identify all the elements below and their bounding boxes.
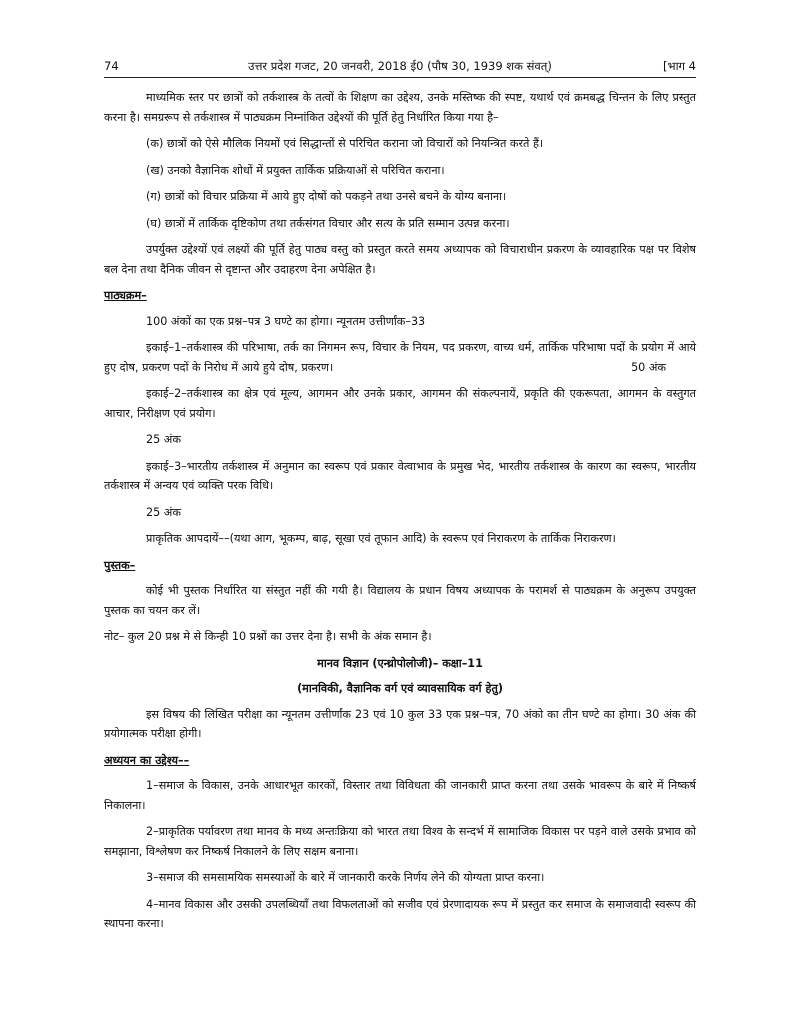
intro-paragraph: माध्यमिक स्तर पर छात्रों को तर्कशास्त्र के तत्वों के शिक्षण का उद्देश्य, उनके मस्तिष्क की स्पष्ट, यथार्थ एवं क्रमबद्ध चिन्तन के लिए प्रस्तुत करना है। समग्ररूप से तर्कशास्त्र में पाठ्यक्रम निम्नांकित उद्देश्यों की पूर्ति हेतु निर्धारित किया गया है– [104, 91, 696, 124]
books-paragraph: कोई भी पुस्तक निर्धारित या संस्तुत नहीं की गयी है। विद्यालय के प्रधान विषय अध्यापक के परामर्श से पाठ्यक्रम के अनुरूप उपयुक्त पुस्तक का चयन कर लें। [104, 584, 696, 617]
study-point: 2–प्राकृतिक पर्यावरण तथा मानव के मध्य अन्तःक्रिया को भारत तथा विश्व के सन्दर्भ में सामाजिक विकास पर पड़ने वाले उसके प्रभाव को समझाना, विश्लेषण कर निष्कर्ष निकालने के लिए सक्षम बनाना। [104, 825, 696, 858]
gazette-title: उत्तर प्रदेश गजट, 20 जनवरी, 2018 ई0 (पौष 30, 1939 शक संवत्) [248, 59, 552, 73]
study-heading: अध्ययन का उद्देश्य–– [104, 753, 190, 767]
objective-item: (क) छात्रों को ऐसे मौलिक नियमों एवं सिद्धान्तों से परिचित कराना जो विचारों को नियन्त्रित करते हैं। [146, 137, 544, 150]
disasters-paragraph: प्राकृतिक आपदायें––(यथा आग, भूकम्प, बाढ़, सूखा एवं तूफान आदि) के स्वरूप एवं निराकरण के तार्किक निराकरण। [146, 532, 616, 545]
anthropology-subtitle: (मानविकी, वैज्ञानिक वर्ग एवं व्यावसायिक वर्ग हेतु) [297, 682, 503, 695]
unit-1 [104, 338, 696, 377]
objective-item: (घ) छात्रों में तार्किक दृष्टिकोण तथा तर्कसंगत विचार और सत्य के प्रति सम्मान उत्पन्न करना। [146, 216, 510, 230]
unit-2: इकाई–2–तर्कशास्त्र का क्षेत्र एवं मूल्य, आगमन और उनके प्रकार, आगमन की संकल्पनायें, प्रकृति की एकरूपता, आगमन के वस्तुगत आचार, निरीक्षण एवं प्रयोग। [104, 387, 696, 420]
header-rule [104, 77, 696, 78]
anthropology-exam: इस विषय की लिखित परीक्षा का न्यूनतम उत्तीर्णांक 23 एवं 10 कुल 33 एक प्रश्न–पत्र, 70 अंको का तीन घण्टे का होगा। 30 अंक की प्रयोगात्मक परीक्षा होगी। [104, 707, 696, 740]
unit-2-marks: 25 अंक [146, 433, 181, 446]
study-point: 1–समाज के विकास, उनके आधारभूत कारकों, विस्तार तथा विविधता की जानकारी प्राप्त करना तथा उसके भावरूप के बारे में निष्कर्ष निकालना। [104, 779, 696, 812]
study-point: 4–मानव विकास और उसकी उपलब्धियाँ तथा विफलताओं को सजीव एवं प्रेरणादायक रूप में प्रस्तुत कर समाज के समाजवादी स्वरूप की स्थापना करना। [104, 897, 696, 930]
paper-info: 100 अंकों का एक प्रश्न–पत्र 3 घण्टे का होगा। न्यूनतम उत्तीर्णांक–33 [146, 314, 426, 328]
page-header [104, 56, 696, 78]
objective-item: (ख) उनको वैज्ञानिक शोधों में प्रयुक्त तार्किक प्रक्रियाओं से परिचित कराना। [146, 163, 445, 177]
teaching-note: उपर्युक्त उद्देश्यों एवं लक्ष्यों की पूर्ति हेतु पाठ्य वस्तु को प्रस्तुत करते समय अध्यापक को विचाराधीन प्रकरण के व्यावहारिक पक्ष पर विशेष बल देना तथा दैनिक जीवन से दृष्टान्त और उदाहरण देना अपेक्षित है। [104, 243, 696, 276]
objective-item: (ग) छात्रों को विचार प्रक्रिया में आये हुए दोषों को पकड़ने तथा उनसे बचने के योग्य बनाना। [146, 190, 507, 203]
part-label: [भाग 4 [663, 59, 696, 73]
page-number: 74 [104, 59, 119, 73]
unit-1-marks: 50 अंक [631, 360, 666, 374]
books-heading: पुस्तक– [104, 558, 136, 572]
unit-3-marks: 25 अंक [146, 505, 181, 519]
study-point: 3–समाज की समसामयिक समस्याओं के बारे में जानकारी करके निर्णय लेने की योग्यता प्राप्त करना। [146, 871, 545, 884]
note-paragraph: नोट– कुल 20 प्रश्न मे से किन्ही 10 प्रश्नों का उत्तर देना है। सभी के अंक समान है। [104, 630, 432, 643]
unit-1-text: इकाई–1–तर्कशास्त्र की परिभाषा, तर्क का निगमन रूप, विचार के नियम, पद प्रकरण, वाच्य धर्म, तार्किक परिभाषा पदों के प्रयोग में आये हुए दोष, प्रकरण पदों के निरोध में आये हुये दोष, प्रकरण। [104, 341, 696, 374]
syllabus-heading: पाठ्यक्रम– [104, 289, 147, 302]
unit-3: इकाई–3–भारतीय तर्कशास्त्र में अनुमान का स्वरूप एवं प्रकार वेत्वाभाव के प्रमुख भेद, भारतीय तर्कशास्त्र के कारण का स्वरूप, भारतीय तर्कशास्त्र में अन्वय एवं व्यक्ति परक विधि। [104, 459, 696, 492]
anthropology-title: मानव विज्ञान (एन्थ्रोपोलोजी)– कक्षा–11 [317, 656, 483, 670]
page-body [104, 88, 696, 941]
